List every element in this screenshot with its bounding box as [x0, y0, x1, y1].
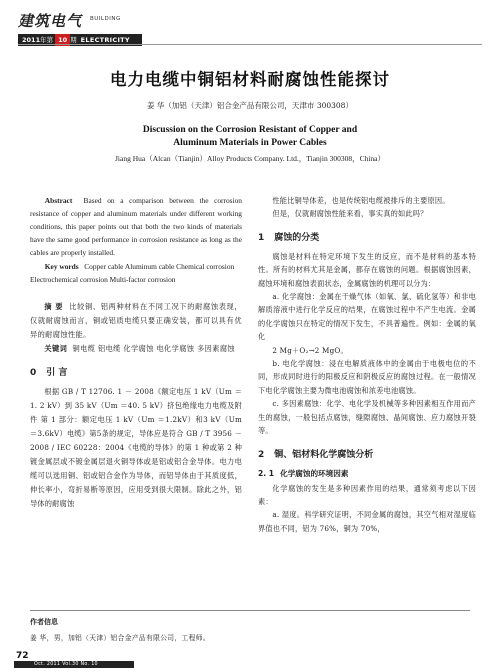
- abstract-en-text: Based on a comparison between the corrosion resistance of copper and aluminum materials under different working conditions, this paper points out that both the two kinds of materials have the same good performance in corrosion resistance as long as the cables are properly installed.: [30, 196, 242, 257]
- paragraph: 但是，仅就耐腐蚀性能来看，事实真的如此吗？: [272, 209, 428, 219]
- keywords-zh: [30, 342, 242, 356]
- right-column: [258, 194, 476, 535]
- abstract-zh: [30, 300, 242, 342]
- abstract-zh-label: 摘 要: [44, 302, 64, 311]
- section-number: 0: [30, 368, 37, 378]
- masthead: [18, 10, 148, 52]
- paragraph: a. 化学腐蚀：金属在干燥气体（如氧、氯、硫化氢等）和非电解质溶液中进行化学反应的结果，在腐蚀过程中不产生电流。金属的化学腐蚀只在特定的情况下发生，不具普遍性。例如：金属的氧化: [258, 292, 476, 342]
- subsection-number: 2. 1: [258, 468, 275, 478]
- footnote-text: 姜 华，男，加铝（天津）铝合金产品有限公司，工程师。: [30, 634, 210, 642]
- keywords-en-label: Key words: [44, 262, 79, 271]
- section-title: 引 言: [46, 368, 68, 378]
- left-column: [30, 194, 242, 511]
- issue-year: 2011: [22, 36, 41, 44]
- article-title: 电力电缆中铜铝材料耐腐蚀性能探讨: [110, 70, 390, 89]
- section-heading-1: [258, 231, 476, 245]
- section-title: 腐蚀的分类: [274, 232, 320, 243]
- section-number: 1: [258, 232, 265, 243]
- keywords-en-text: Copper cable Aluminum cable Chemical corrosion Electrochemical corrosion Multi-factor corrosion: [30, 262, 235, 284]
- article-author-en: Jiang Hua（Alcan（Tianjin）Alloy Products Company. Ltd.，Tianjin 300308，China）: [115, 154, 385, 163]
- keywords-zh-label: 关键词: [44, 344, 68, 353]
- paragraph: 性能比铜导体差，也是传统铝电缆被排斥的主要原因。: [272, 196, 450, 205]
- keywords-zh-text: 铜电缆 铝电缆 化学腐蚀 电化学腐蚀 多因素腐蚀: [72, 344, 236, 353]
- abstract-en: [30, 194, 242, 259]
- article-title-en-line1: Discussion on the Corrosion Resistant of Copper and: [142, 125, 358, 135]
- issue-label: 年第: [40, 36, 54, 44]
- subsection-heading-2-1: [258, 467, 476, 480]
- article-title-en-line2: Aluminum Materials in Power Cables: [173, 138, 327, 148]
- subsection-title: 化学腐蚀的环境因素: [280, 468, 349, 478]
- keywords-en: [30, 260, 242, 286]
- journal-electricity: ELECTRICITY: [80, 36, 130, 44]
- paragraph: c. 多因素腐蚀：化学、电化学及机械等多种因素相互作用而产生的腐蚀，一般包括点腐蚀，缝隙腐蚀、晶间腐蚀、应力腐蚀开裂等。: [258, 399, 476, 436]
- issue-number: 10: [55, 34, 70, 46]
- section-heading-2: [258, 448, 476, 462]
- header-divider: [18, 44, 482, 45]
- abstract-zh-text: 比较铜、铝两种材料在不同工况下的耐腐蚀表现，仅就耐腐蚀而言，铜或铝质电缆只要正确安装，都可以具有优异的耐腐蚀性能。: [30, 302, 243, 339]
- journal-name-en: BUILDING: [90, 16, 121, 22]
- section-number: 2: [258, 449, 265, 460]
- footnote-heading: 作者信息: [30, 618, 58, 626]
- journal-name-cn: 建筑电气: [18, 12, 83, 30]
- paragraph: a. 湿度。科学研究证明，不同金属的腐蚀，其空气相对湿度临界值也不同，铝为 76%，铜为 70%，: [258, 510, 476, 533]
- footnote-divider: [30, 610, 470, 611]
- paragraph: 根据 GB / T 12706. 1 － 2008《额定电压 1 kV（Um ＝1. 2 kV）到 35 kV（Um ＝40. 5 kV）挤包绝缘电力电缆及附件 第 1 部分：额定电压 1 kV（Um ＝1.2kV）和3 kV（Um ＝3.6kV）电缆》第5条的规定，导体应是符合 GB / T 3956 － 2008 / IEC 60228：2004《电缆的导体》的第 1 种或第 2 种镀金属层或不镀金属层退火铜导体或是铝或铝合金导体。电力电缆可以选用铜、铝或铝合金作为导体，而铝导体由于其质度低，伸长率小，弯折易断等原因，应用受到很大限制。除此之外，铝导体的耐腐蚀: [30, 387, 242, 508]
- article-title-en: [0, 124, 500, 150]
- paragraph: 腐蚀是材料在特定环境下发生的反应，而不是材料的基本特性。所有的材料尤其是金属，都存在腐蚀的问题。根据腐蚀因素，腐蚀环境和腐蚀表面状态，金属腐蚀的机理可以分为：: [258, 251, 476, 288]
- issue-unit: 期: [70, 36, 77, 44]
- page-number: 72: [16, 651, 29, 661]
- paragraph: 化学腐蚀的发生是多种因素作用的结果，通常须考虑以下因素：: [258, 483, 476, 506]
- equation: 2 Mg＋O₂→2 MgO。: [272, 345, 348, 355]
- footer-issue-bar: Oct. 2011 Vol.30 No. 10: [14, 661, 134, 668]
- paragraph: b. 电化学腐蚀：浸在电解质液体中的金属由于电极电位的不同，形成同时进行的阳极反应和阴极反应的腐蚀过程。在一般情况下电化学腐蚀主要为微电池腐蚀和浓差电池腐蚀。: [258, 359, 476, 395]
- article-author: 姜 华（加铝（天津）铝合金产品有限公司，天津市 300308）: [147, 101, 353, 110]
- abstract-en-label: Abstract: [44, 196, 73, 205]
- section-title: 铜、铝材料化学腐蚀分析: [274, 449, 374, 460]
- section-heading-intro: [30, 366, 242, 380]
